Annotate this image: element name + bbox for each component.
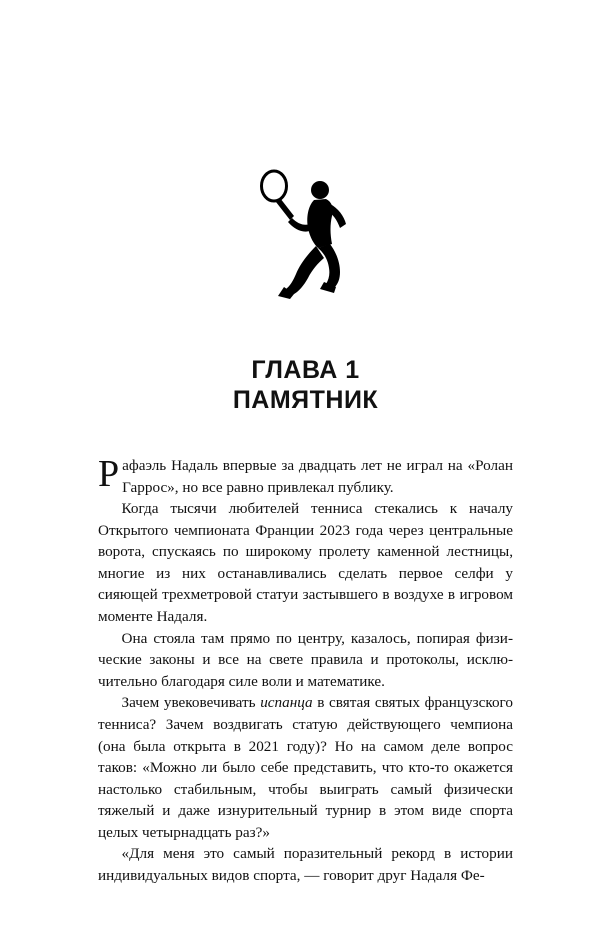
tennis-player-silhouette-icon: [246, 168, 366, 308]
chapter-title: ПАМЯТНИК: [232, 385, 379, 414]
paragraph-5-text: «Для меня это самый поразительный рекорд в истории индивидуальных видов спорта, — говорит друг Надаля Фе-: [98, 845, 513, 884]
paragraph-4-text-after: в святая святых французского тенниса? Зачем воздвигать статую действующего чемпиона (она была открыта в 2021 году)? Но на самом деле вопрос таков: «Можно ли было себе представить, что кто-то окажется настолько стабильным, чтобы выиграть самый физически тяжелый и даже изнурительный турнир в этом виде спорта целых четырнадцать раз?»: [98, 694, 513, 841]
body-text: [98, 455, 513, 887]
paragraph-4: [98, 692, 513, 843]
chapter-heading: [0, 356, 611, 415]
drop-cap: Р: [98, 453, 120, 495]
chapter-illustration: [0, 0, 611, 308]
paragraph-1: [98, 455, 513, 498]
paragraph-4-text-before: Зачем увековечивать: [121, 694, 261, 712]
chapter-number: ГЛАВА 1: [251, 356, 360, 384]
paragraph-3: [98, 628, 513, 693]
paragraph-3-text: Она стояла там прямо по центру, казалось, попирая физические законы и все на свете правила и протоколы, исключительно благодаря силе воли и математике.: [98, 629, 513, 690]
paragraph-5: [98, 843, 513, 886]
paragraph-1-text: афаэль Надаль впервые за двадцать лет не играл на «Ролан Гаррос», но все равно привлекал публику.: [122, 457, 513, 496]
paragraph-2: [98, 498, 513, 627]
paragraph-2-text: Когда тысячи любителей тенниса стекались к началу Открытого чемпионата Франции 2023 года через центральные ворота, спускаясь по широкому пролету каменной лестницы, многие из них останавливались сделать первое селфи у сияющей трехметровой статуи застывшего в воздухе в игровом моменте Надаля.: [98, 500, 513, 626]
paragraph-4-emphasis: испанца: [260, 694, 313, 712]
